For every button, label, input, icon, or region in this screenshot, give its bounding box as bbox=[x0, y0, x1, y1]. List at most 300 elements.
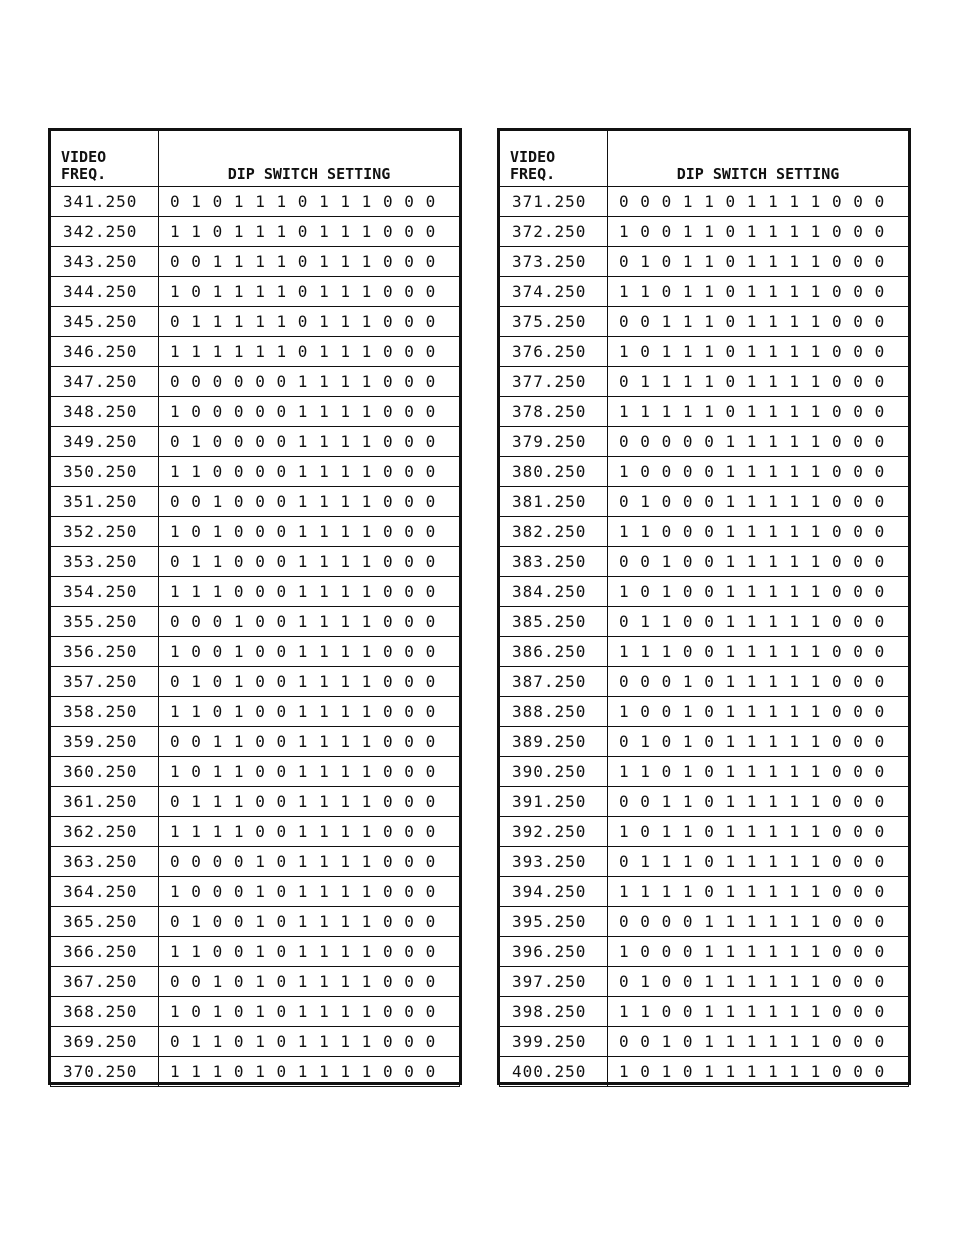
video-freq-cell: 374.250 bbox=[500, 277, 608, 307]
switch-digit: 1 bbox=[768, 552, 778, 571]
switch-digit: 1 bbox=[640, 492, 650, 511]
switch-digit: 0 bbox=[874, 522, 885, 541]
switch-digit: 1 bbox=[212, 282, 223, 301]
switch-digit: 1 bbox=[746, 342, 757, 361]
switch-digit: 1 bbox=[340, 762, 351, 781]
switch-digit: 0 bbox=[212, 372, 223, 391]
switch-digit: 0 bbox=[382, 942, 393, 961]
switch-digit: 1 bbox=[810, 1062, 821, 1081]
switch-digit: 1 bbox=[746, 1002, 757, 1021]
switch-digit: 1 bbox=[768, 852, 778, 871]
dip-switch-cell bbox=[159, 397, 460, 427]
switch-digit: 1 bbox=[361, 222, 372, 241]
switch-digit: 0 bbox=[704, 432, 714, 451]
table-row bbox=[51, 397, 460, 427]
switch-digit: 1 bbox=[340, 822, 351, 841]
switch-digit: 0 bbox=[404, 702, 414, 721]
switch-digit: 0 bbox=[276, 1062, 287, 1081]
switch-digit: 1 bbox=[661, 852, 672, 871]
switch-digit: 1 bbox=[789, 432, 800, 451]
switch-digit: 0 bbox=[704, 822, 714, 841]
table-row bbox=[500, 787, 909, 817]
table-row bbox=[51, 877, 460, 907]
switch-digit: 0 bbox=[853, 792, 863, 811]
switch-digit: 1 bbox=[361, 792, 372, 811]
switch-digit: 0 bbox=[212, 852, 223, 871]
video-freq-cell: 391.250 bbox=[500, 787, 608, 817]
switch-digit: 0 bbox=[233, 522, 244, 541]
switch-digit: 0 bbox=[382, 672, 393, 691]
switch-digit: 0 bbox=[404, 222, 414, 241]
switch-digit: 0 bbox=[853, 942, 863, 961]
dip-switch-cell bbox=[608, 877, 909, 907]
switch-digit: 1 bbox=[682, 732, 693, 751]
switch-digit: 1 bbox=[319, 912, 329, 931]
video-freq-cell: 378.250 bbox=[500, 397, 608, 427]
switch-digit: 1 bbox=[361, 492, 372, 511]
switch-digit: 0 bbox=[276, 372, 287, 391]
switch-digit: 1 bbox=[340, 672, 351, 691]
freq-label: FREQ. bbox=[61, 165, 107, 183]
dip-switch-cell bbox=[608, 577, 909, 607]
switch-digit: 1 bbox=[255, 312, 265, 331]
switch-digit: 0 bbox=[382, 762, 393, 781]
switch-digit: 0 bbox=[425, 402, 436, 421]
switch-digit: 1 bbox=[789, 312, 800, 331]
switch-digit: 1 bbox=[340, 252, 351, 271]
table-row bbox=[51, 1027, 460, 1057]
switch-digit: 1 bbox=[661, 372, 672, 391]
switch-digit: 1 bbox=[297, 582, 308, 601]
switch-digit: 1 bbox=[361, 732, 372, 751]
video-freq-cell: 345.250 bbox=[51, 307, 159, 337]
switch-digit: 0 bbox=[831, 972, 842, 991]
video-freq-cell: 355.250 bbox=[51, 607, 159, 637]
switch-digit: 1 bbox=[319, 822, 329, 841]
switch-digit: 1 bbox=[704, 402, 714, 421]
switch-digit: 1 bbox=[789, 672, 800, 691]
switch-digit: 0 bbox=[191, 492, 201, 511]
switch-digit: 0 bbox=[170, 432, 180, 451]
switch-digit: 1 bbox=[789, 552, 800, 571]
switch-digit: 0 bbox=[404, 1062, 414, 1081]
switch-digit: 0 bbox=[725, 282, 736, 301]
switch-digit: 0 bbox=[619, 312, 629, 331]
header-row bbox=[500, 131, 909, 187]
switch-digit: 0 bbox=[853, 192, 863, 211]
video-freq-cell: 364.250 bbox=[51, 877, 159, 907]
switch-digit: 0 bbox=[640, 672, 650, 691]
switch-digit: 0 bbox=[640, 462, 650, 481]
dip-switch-cell bbox=[608, 997, 909, 1027]
table-row bbox=[51, 937, 460, 967]
switch-digit: 0 bbox=[853, 822, 863, 841]
switch-digit: 1 bbox=[746, 642, 757, 661]
switch-digit: 1 bbox=[319, 222, 329, 241]
switch-digit: 1 bbox=[619, 342, 629, 361]
table-row bbox=[500, 187, 909, 217]
switch-digit: 1 bbox=[191, 432, 201, 451]
switch-digit: 1 bbox=[297, 1032, 308, 1051]
switch-digit: 1 bbox=[725, 852, 736, 871]
switch-digit: 1 bbox=[619, 1062, 629, 1081]
switch-digit: 0 bbox=[619, 492, 629, 511]
switch-digit: 1 bbox=[297, 912, 308, 931]
switch-digit: 1 bbox=[746, 822, 757, 841]
switch-digit: 1 bbox=[297, 402, 308, 421]
video-label: VIDEO bbox=[61, 148, 107, 166]
switch-digit: 1 bbox=[319, 852, 329, 871]
switch-digit: 1 bbox=[789, 1032, 800, 1051]
table-row bbox=[500, 997, 909, 1027]
table-row bbox=[51, 697, 460, 727]
table-row bbox=[500, 757, 909, 787]
switch-digit: 0 bbox=[191, 522, 201, 541]
dip-switch-cell bbox=[159, 277, 460, 307]
video-freq-cell: 347.250 bbox=[51, 367, 159, 397]
switch-digit: 1 bbox=[768, 762, 778, 781]
video-freq-cell: 399.250 bbox=[500, 1027, 608, 1057]
switch-digit: 0 bbox=[276, 552, 287, 571]
switch-digit: 1 bbox=[746, 222, 757, 241]
switch-digit: 0 bbox=[297, 192, 308, 211]
switch-digit: 0 bbox=[831, 222, 842, 241]
switch-digit: 0 bbox=[725, 402, 736, 421]
switch-digit: 1 bbox=[682, 702, 693, 721]
switch-digit: 1 bbox=[319, 1002, 329, 1021]
switch-digit: 0 bbox=[682, 1062, 693, 1081]
switch-digit: 1 bbox=[619, 522, 629, 541]
switch-digit: 0 bbox=[704, 492, 714, 511]
switch-digit: 1 bbox=[810, 1032, 821, 1051]
switch-digit: 1 bbox=[361, 702, 372, 721]
switch-digit: 0 bbox=[233, 1032, 244, 1051]
switch-digit: 0 bbox=[619, 672, 629, 691]
switch-digit: 1 bbox=[191, 1062, 201, 1081]
switch-digit: 0 bbox=[640, 942, 650, 961]
switch-digit: 1 bbox=[340, 732, 351, 751]
table-row bbox=[51, 187, 460, 217]
video-freq-cell: 372.250 bbox=[500, 217, 608, 247]
dip-switch-cell bbox=[159, 517, 460, 547]
switch-digit: 1 bbox=[746, 492, 757, 511]
switch-digit: 1 bbox=[170, 462, 180, 481]
switch-digit: 0 bbox=[661, 1002, 672, 1021]
switch-digit: 0 bbox=[276, 702, 287, 721]
switch-digit: 0 bbox=[853, 672, 863, 691]
switch-digit: 0 bbox=[853, 852, 863, 871]
video-freq-cell: 350.250 bbox=[51, 457, 159, 487]
dip-switch-cell bbox=[608, 607, 909, 637]
switch-digit: 1 bbox=[810, 612, 821, 631]
switch-digit: 1 bbox=[297, 762, 308, 781]
switch-digit: 0 bbox=[425, 912, 436, 931]
switch-digit: 0 bbox=[233, 972, 244, 991]
switch-digit: 1 bbox=[746, 252, 757, 271]
video-freq-cell: 357.250 bbox=[51, 667, 159, 697]
table-row bbox=[51, 487, 460, 517]
switch-digit: 1 bbox=[789, 522, 800, 541]
switch-digit: 0 bbox=[425, 642, 436, 661]
switch-digit: 0 bbox=[831, 792, 842, 811]
dip-switch-cell bbox=[608, 457, 909, 487]
dip-switch-cell bbox=[159, 847, 460, 877]
video-freq-cell: 353.250 bbox=[51, 547, 159, 577]
switch-digit: 0 bbox=[853, 732, 863, 751]
switch-digit: 1 bbox=[789, 792, 800, 811]
switch-digit: 0 bbox=[874, 582, 885, 601]
table-row bbox=[51, 457, 460, 487]
switch-digit: 0 bbox=[831, 822, 842, 841]
video-freq-cell: 365.250 bbox=[51, 907, 159, 937]
switch-digit: 1 bbox=[297, 972, 308, 991]
table-row bbox=[51, 247, 460, 277]
switch-digit: 1 bbox=[319, 792, 329, 811]
switch-digit: 0 bbox=[853, 762, 863, 781]
table-row bbox=[500, 1027, 909, 1057]
switch-digit: 1 bbox=[319, 402, 329, 421]
dip-switch-cell bbox=[159, 877, 460, 907]
switch-digit: 1 bbox=[297, 732, 308, 751]
switch-digit: 0 bbox=[382, 522, 393, 541]
switch-digit: 0 bbox=[276, 1002, 287, 1021]
switch-digit: 1 bbox=[789, 822, 800, 841]
video-freq-cell: 373.250 bbox=[500, 247, 608, 277]
switch-digit: 0 bbox=[853, 282, 863, 301]
video-freq-cell: 398.250 bbox=[500, 997, 608, 1027]
switch-digit: 1 bbox=[746, 882, 757, 901]
switch-digit: 1 bbox=[810, 222, 821, 241]
switch-digit: 1 bbox=[212, 252, 223, 271]
switch-digit: 1 bbox=[725, 912, 736, 931]
table-row bbox=[51, 367, 460, 397]
switch-digit: 1 bbox=[319, 672, 329, 691]
switch-digit: 0 bbox=[640, 822, 650, 841]
dip-switch-cell bbox=[159, 247, 460, 277]
switch-digit: 1 bbox=[319, 732, 329, 751]
switch-digit: 0 bbox=[382, 702, 393, 721]
switch-digit: 0 bbox=[404, 582, 414, 601]
switch-digit: 1 bbox=[768, 432, 778, 451]
switch-digit: 1 bbox=[191, 342, 201, 361]
switch-digit: 0 bbox=[425, 612, 436, 631]
switch-digit: 0 bbox=[276, 732, 287, 751]
switch-digit: 1 bbox=[810, 192, 821, 211]
switch-digit: 0 bbox=[619, 912, 629, 931]
video-freq-cell: 396.250 bbox=[500, 937, 608, 967]
switch-digit: 0 bbox=[233, 432, 244, 451]
switch-digit: 0 bbox=[425, 522, 436, 541]
switch-digit: 0 bbox=[831, 372, 842, 391]
switch-digit: 1 bbox=[340, 522, 351, 541]
switch-digit: 0 bbox=[255, 492, 265, 511]
switch-digit: 0 bbox=[831, 552, 842, 571]
video-freq-cell: 356.250 bbox=[51, 637, 159, 667]
switch-digit: 0 bbox=[233, 402, 244, 421]
switch-digit: 1 bbox=[746, 282, 757, 301]
switch-digit: 1 bbox=[276, 312, 287, 331]
switch-digit: 1 bbox=[619, 1002, 629, 1021]
switch-digit: 1 bbox=[810, 762, 821, 781]
dip-switch-cell bbox=[159, 907, 460, 937]
switch-digit: 1 bbox=[640, 642, 650, 661]
switch-digit: 0 bbox=[704, 792, 714, 811]
dip-switch-header: DIP SWITCH SETTING bbox=[608, 131, 909, 187]
switch-digit: 1 bbox=[297, 612, 308, 631]
table-row bbox=[500, 667, 909, 697]
switch-digit: 0 bbox=[404, 792, 414, 811]
switch-digit: 0 bbox=[212, 942, 223, 961]
switch-digit: 0 bbox=[170, 552, 180, 571]
switch-digit: 0 bbox=[276, 642, 287, 661]
switch-digit: 0 bbox=[212, 612, 223, 631]
dip-switch-cell bbox=[608, 337, 909, 367]
switch-digit: 1 bbox=[297, 642, 308, 661]
table-row bbox=[500, 277, 909, 307]
switch-digit: 0 bbox=[425, 852, 436, 871]
switch-digit: 1 bbox=[746, 312, 757, 331]
switch-digit: 1 bbox=[789, 642, 800, 661]
switch-digit: 1 bbox=[789, 852, 800, 871]
video-freq-cell: 380.250 bbox=[500, 457, 608, 487]
switch-digit: 1 bbox=[233, 612, 244, 631]
switch-digit: 1 bbox=[361, 582, 372, 601]
switch-digit: 0 bbox=[212, 912, 223, 931]
switch-digit: 0 bbox=[853, 552, 863, 571]
switch-digit: 0 bbox=[255, 552, 265, 571]
switch-digit: 0 bbox=[233, 1002, 244, 1021]
switch-digit: 1 bbox=[191, 702, 201, 721]
switch-digit: 1 bbox=[746, 972, 757, 991]
switch-digit: 0 bbox=[170, 672, 180, 691]
switch-digit: 1 bbox=[768, 372, 778, 391]
switch-digit: 0 bbox=[661, 702, 672, 721]
switch-digit: 1 bbox=[725, 582, 736, 601]
switch-digit: 0 bbox=[874, 192, 885, 211]
switch-digit: 0 bbox=[276, 942, 287, 961]
switch-digit: 1 bbox=[789, 612, 800, 631]
switch-digit: 1 bbox=[725, 552, 736, 571]
video-freq-cell: 400.250 bbox=[500, 1057, 608, 1087]
video-freq-cell: 368.250 bbox=[51, 997, 159, 1027]
switch-digit: 0 bbox=[404, 882, 414, 901]
switch-digit: 0 bbox=[619, 1032, 629, 1051]
switch-digit: 1 bbox=[255, 852, 265, 871]
switch-digit: 1 bbox=[233, 792, 244, 811]
switch-digit: 0 bbox=[276, 522, 287, 541]
switch-digit: 1 bbox=[789, 192, 800, 211]
switch-digit: 1 bbox=[704, 1002, 714, 1021]
switch-digit: 1 bbox=[661, 642, 672, 661]
switch-digit: 0 bbox=[425, 312, 436, 331]
switch-digit: 0 bbox=[382, 1062, 393, 1081]
switch-digit: 0 bbox=[170, 192, 180, 211]
switch-digit: 1 bbox=[768, 462, 778, 481]
table-row bbox=[500, 637, 909, 667]
switch-digit: 1 bbox=[810, 972, 821, 991]
switch-digit: 0 bbox=[853, 432, 863, 451]
switch-digit: 0 bbox=[276, 762, 287, 781]
video-freq-cell: 370.250 bbox=[51, 1057, 159, 1087]
switch-digit: 0 bbox=[191, 402, 201, 421]
switch-digit: 1 bbox=[255, 1032, 265, 1051]
switch-digit: 1 bbox=[340, 582, 351, 601]
switch-digit: 1 bbox=[361, 672, 372, 691]
switch-digit: 0 bbox=[874, 1032, 885, 1051]
switch-digit: 1 bbox=[361, 192, 372, 211]
table-row bbox=[51, 787, 460, 817]
video-freq-cell: 381.250 bbox=[500, 487, 608, 517]
switch-digit: 0 bbox=[382, 492, 393, 511]
switch-digit: 0 bbox=[661, 942, 672, 961]
switch-digit: 0 bbox=[425, 942, 436, 961]
switch-digit: 1 bbox=[768, 192, 778, 211]
switch-digit: 0 bbox=[704, 882, 714, 901]
switch-digit: 0 bbox=[425, 492, 436, 511]
switch-digit: 0 bbox=[425, 192, 436, 211]
switch-digit: 1 bbox=[255, 1002, 265, 1021]
switch-digit: 1 bbox=[789, 942, 800, 961]
switch-digit: 0 bbox=[831, 582, 842, 601]
switch-digit: 1 bbox=[704, 372, 714, 391]
switch-digit: 1 bbox=[340, 342, 351, 361]
video-label: VIDEO bbox=[510, 148, 556, 166]
switch-digit: 1 bbox=[768, 912, 778, 931]
left-table-body bbox=[51, 187, 460, 1087]
switch-digit: 1 bbox=[340, 792, 351, 811]
switch-digit: 1 bbox=[725, 762, 736, 781]
header-row bbox=[51, 131, 460, 187]
dip-switch-cell bbox=[608, 1027, 909, 1057]
video-freq-cell: 358.250 bbox=[51, 697, 159, 727]
switch-digit: 0 bbox=[233, 882, 244, 901]
dip-switch-cell bbox=[159, 637, 460, 667]
switch-digit: 0 bbox=[425, 762, 436, 781]
switch-digit: 1 bbox=[297, 942, 308, 961]
dip-switch-cell bbox=[608, 547, 909, 577]
switch-digit: 0 bbox=[233, 462, 244, 481]
switch-digit: 0 bbox=[170, 1032, 180, 1051]
switch-digit: 1 bbox=[746, 792, 757, 811]
switch-digit: 1 bbox=[319, 552, 329, 571]
switch-digit: 0 bbox=[704, 672, 714, 691]
switch-digit: 1 bbox=[276, 342, 287, 361]
switch-digit: 1 bbox=[661, 402, 672, 421]
switch-digit: 0 bbox=[276, 492, 287, 511]
switch-digit: 1 bbox=[619, 582, 629, 601]
left-dip-table bbox=[48, 128, 462, 1085]
switch-digit: 0 bbox=[831, 642, 842, 661]
dip-switch-cell bbox=[159, 1057, 460, 1087]
switch-digit: 0 bbox=[831, 252, 842, 271]
switch-digit: 0 bbox=[404, 762, 414, 781]
switch-digit: 0 bbox=[191, 882, 201, 901]
switch-digit: 0 bbox=[661, 672, 672, 691]
switch-digit: 0 bbox=[382, 912, 393, 931]
switch-digit: 0 bbox=[425, 882, 436, 901]
switch-digit: 1 bbox=[212, 1002, 223, 1021]
switch-digit: 1 bbox=[361, 972, 372, 991]
switch-digit: 0 bbox=[853, 582, 863, 601]
switch-digit: 0 bbox=[425, 582, 436, 601]
dip-switch-cell bbox=[608, 487, 909, 517]
switch-digit: 1 bbox=[640, 732, 650, 751]
switch-digit: 1 bbox=[704, 1032, 714, 1051]
video-freq-cell: 383.250 bbox=[500, 547, 608, 577]
switch-digit: 1 bbox=[361, 942, 372, 961]
freq-label: FREQ. bbox=[510, 165, 556, 183]
switch-digit: 1 bbox=[725, 792, 736, 811]
